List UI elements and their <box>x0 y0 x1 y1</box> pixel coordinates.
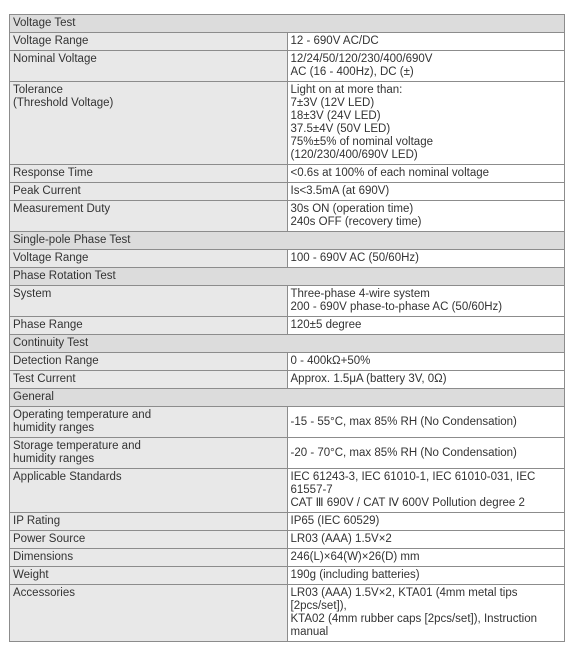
spec-value: LR03 (AAA) 1.5V×2 <box>287 531 565 549</box>
spec-row <box>10 469 565 513</box>
section-header-row <box>10 15 565 33</box>
spec-label: Storage temperature and humidity ranges <box>10 438 288 469</box>
spec-row <box>10 286 565 317</box>
spec-row <box>10 51 565 82</box>
spec-value: <0.6s at 100% of each nominal voltage <box>287 165 565 183</box>
spec-value: Light on at more than: 7±3V (12V LED) 18±3V (24V LED) 37.5±4V (50V LED) 75%±5% of nominal voltage (120/230/400/690V LED) <box>287 82 565 165</box>
section-header-row <box>10 389 565 407</box>
spec-value: IP65 (IEC 60529) <box>287 513 565 531</box>
spec-label: IP Rating <box>10 513 288 531</box>
spec-row <box>10 549 565 567</box>
spec-row <box>10 82 565 165</box>
spec-row <box>10 33 565 51</box>
spec-value: 100 - 690V AC (50/60Hz) <box>287 250 565 268</box>
spec-label: Test Current <box>10 371 288 389</box>
spec-label: Operating temperature and humidity ranges <box>10 407 288 438</box>
section-title: Phase Rotation Test <box>10 268 565 286</box>
spec-value: Approx. 1.5μA (battery 3V, 0Ω) <box>287 371 565 389</box>
spec-row <box>10 585 565 642</box>
spec-value: 12/24/50/120/230/400/690V AC (16 - 400Hz), DC (±) <box>287 51 565 82</box>
spec-label: Dimensions <box>10 549 288 567</box>
spec-label: Tolerance (Threshold Voltage) <box>10 82 288 165</box>
spec-row <box>10 353 565 371</box>
spec-value: IEC 61243-3, IEC 61010-1, IEC 61010-031, IEC 61557-7 CAT Ⅲ 690V / CAT Ⅳ 600V Pollution degree 2 <box>287 469 565 513</box>
spec-value: LR03 (AAA) 1.5V×2, KTA01 (4mm metal tips [2pcs/set]), KTA02 (4mm rubber caps [2pcs/set]), Instruction manual <box>287 585 565 642</box>
spec-row <box>10 567 565 585</box>
section-title: Voltage Test <box>10 15 565 33</box>
spec-table <box>9 14 565 642</box>
spec-label: Peak Current <box>10 183 288 201</box>
spec-value: -15 - 55°C, max 85% RH (No Condensation) <box>287 407 565 438</box>
spec-label: Accessories <box>10 585 288 642</box>
spec-label: Measurement Duty <box>10 201 288 232</box>
spec-value: -20 - 70°C, max 85% RH (No Condensation) <box>287 438 565 469</box>
spec-row <box>10 513 565 531</box>
spec-label: Applicable Standards <box>10 469 288 513</box>
spec-value: 30s ON (operation time) 240s OFF (recovery time) <box>287 201 565 232</box>
spec-row <box>10 201 565 232</box>
spec-value: 246(L)×64(W)×26(D) mm <box>287 549 565 567</box>
spec-label: System <box>10 286 288 317</box>
spec-label: Detection Range <box>10 353 288 371</box>
spec-row <box>10 407 565 438</box>
section-title: Continuity Test <box>10 335 565 353</box>
spec-row <box>10 438 565 469</box>
spec-table-body <box>10 15 565 642</box>
section-header-row <box>10 268 565 286</box>
spec-value: Three-phase 4-wire system 200 - 690V phase-to-phase AC (50/60Hz) <box>287 286 565 317</box>
section-header-row <box>10 232 565 250</box>
spec-row <box>10 250 565 268</box>
section-title: General <box>10 389 565 407</box>
spec-label: Phase Range <box>10 317 288 335</box>
spec-label: Voltage Range <box>10 250 288 268</box>
spec-label: Nominal Voltage <box>10 51 288 82</box>
spec-row <box>10 165 565 183</box>
spec-row <box>10 317 565 335</box>
spec-label: Weight <box>10 567 288 585</box>
spec-value: 12 - 690V AC/DC <box>287 33 565 51</box>
spec-label: Power Source <box>10 531 288 549</box>
spec-label: Response Time <box>10 165 288 183</box>
spec-row <box>10 531 565 549</box>
section-title: Single-pole Phase Test <box>10 232 565 250</box>
spec-value: 0 - 400kΩ+50% <box>287 353 565 371</box>
spec-row <box>10 183 565 201</box>
spec-value: Is<3.5mA (at 690V) <box>287 183 565 201</box>
spec-row <box>10 371 565 389</box>
spec-label: Voltage Range <box>10 33 288 51</box>
section-header-row <box>10 335 565 353</box>
spec-value: 120±5 degree <box>287 317 565 335</box>
spec-value: 190g (including batteries) <box>287 567 565 585</box>
